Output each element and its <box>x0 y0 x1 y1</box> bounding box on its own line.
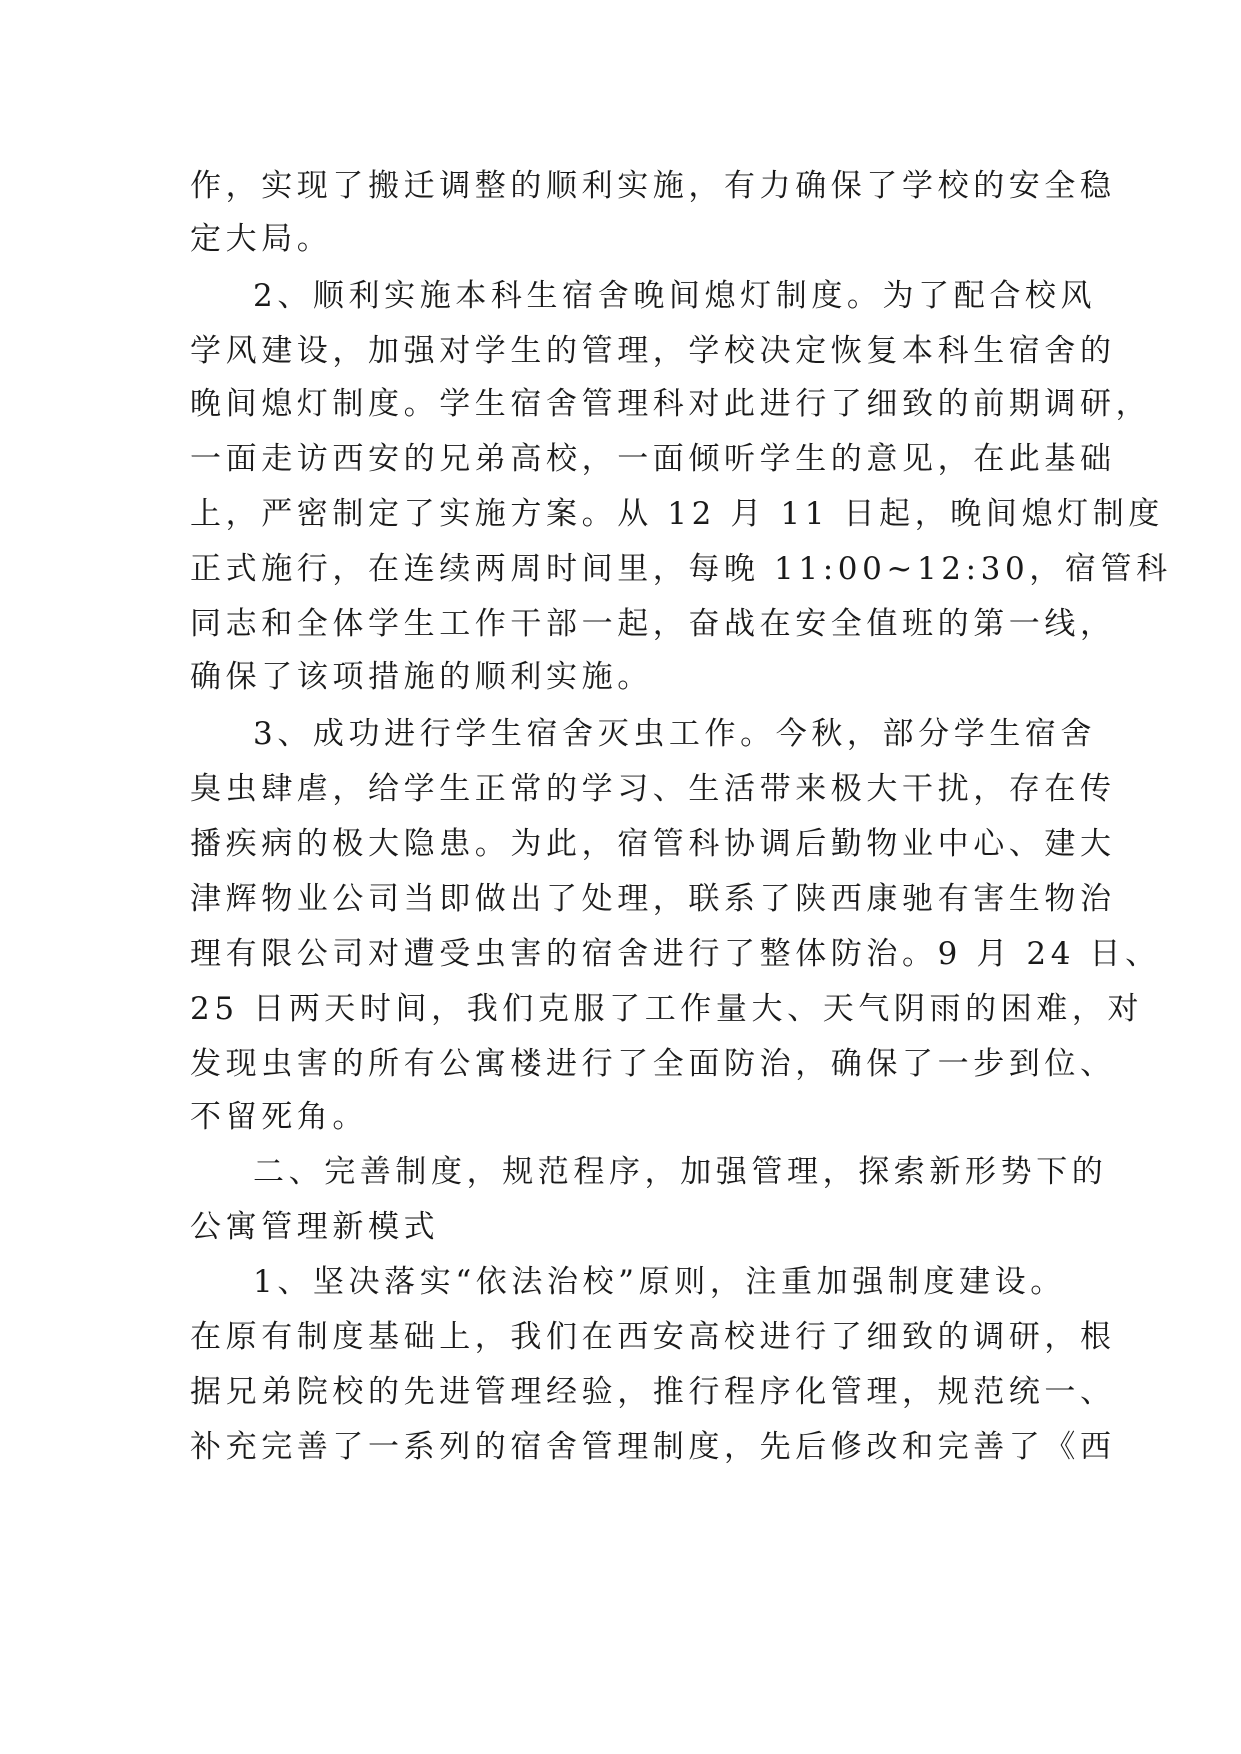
text-line: 作，实现了搬迁调整的顺利实施，有力确保了学校的安全稳 <box>190 168 1116 204</box>
text-line: 补充完善了一系列的宿舍管理制度，先后修改和完善了《西 <box>190 1429 1116 1465</box>
text-line: 学风建设，加强对学生的管理，学校决定恢复本科生宿舍的 <box>190 333 1116 369</box>
text-line: 发现虫害的所有公寓楼进行了全面防治，确保了一步到位、 <box>190 1046 1116 1082</box>
text-line: 不留死角。 <box>190 1099 368 1135</box>
paragraph-start-line: 1、坚决落实“依法治校”原则，注重加强制度建设。 <box>253 1264 1066 1300</box>
text-line: 津辉物业公司当即做出了处理，联系了陕西康驰有害生物治 <box>190 881 1116 917</box>
text-line: 理有限公司对遭受虫害的宿舍进行了整体防治。9 月 24 日、 <box>190 936 1161 972</box>
section-heading-line: 公寓管理新模式 <box>190 1209 440 1245</box>
text-line: 上，严密制定了实施方案。从 12 月 11 日起，晚间熄灯制度 <box>190 496 1164 532</box>
text-line: 同志和全体学生工作干部一起，奋战在安全值班的第一线， <box>190 606 1116 642</box>
text-line: 在原有制度基础上，我们在西安高校进行了细致的调研，根 <box>190 1319 1116 1355</box>
paragraph-start-line: 2、顺利实施本科生宿舍晚间熄灯制度。为了配合校风 <box>253 278 1097 314</box>
text-line: 臭虫肆虐，给学生正常的学习、生活带来极大干扰，存在传 <box>190 771 1116 807</box>
section-heading-line: 二、完善制度，规范程序，加强管理，探索新形势下的 <box>253 1154 1108 1190</box>
text-line: 播疾病的极大隐患。为此，宿管科协调后勤物业中心、建大 <box>190 826 1116 862</box>
text-line: 晚间熄灯制度。学生宿舍管理科对此进行了细致的前期调研， <box>190 386 1152 422</box>
text-line: 25 日两天时间，我们克服了工作量大、天气阴雨的困难，对 <box>190 991 1144 1027</box>
paragraph-start-line: 3、成功进行学生宿舍灭虫工作。今秋，部分学生宿舍 <box>253 716 1097 752</box>
text-line: 据兄弟院校的先进管理经验，推行程序化管理，规范统一、 <box>190 1374 1116 1410</box>
text-line: 正式施行，在连续两周时间里，每晚 11:00~12:30，宿管科 <box>190 551 1172 587</box>
text-line: 确保了该项措施的顺利实施。 <box>190 659 653 695</box>
text-line: 一面走访西安的兄弟高校，一面倾听学生的意见，在此基础 <box>190 441 1116 477</box>
text-line: 定大局。 <box>190 221 333 257</box>
